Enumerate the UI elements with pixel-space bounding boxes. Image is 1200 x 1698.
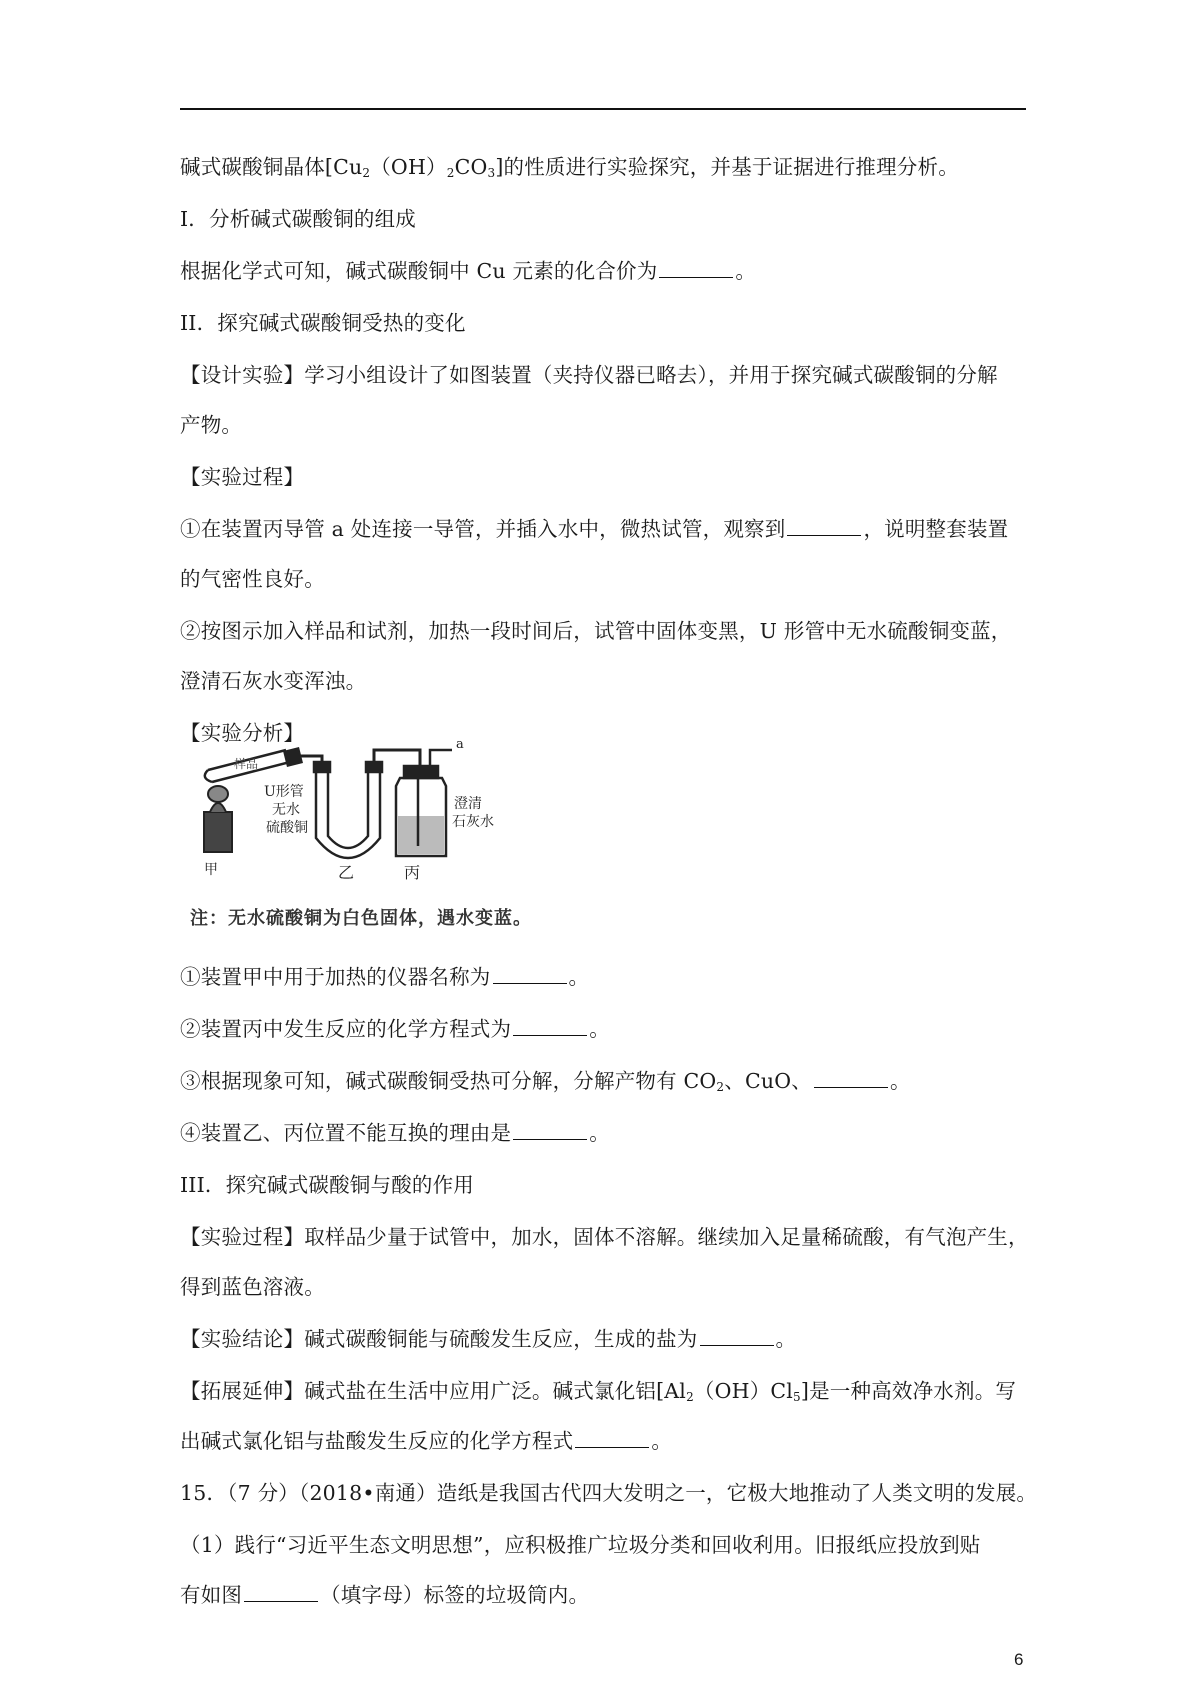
acid-process-cont: 得到蓝色溶液。	[180, 1275, 325, 1299]
answer-blank[interactable]	[513, 1119, 587, 1140]
page-number: 6	[1014, 1650, 1024, 1669]
answer-blank[interactable]	[787, 515, 861, 536]
u-tube	[314, 762, 382, 858]
label-jia: 甲	[204, 862, 218, 878]
answer-blank[interactable]	[814, 1067, 888, 1088]
design-experiment-cont: 产物。	[180, 413, 243, 437]
header-rule	[180, 108, 1026, 110]
label-bing: 丙	[404, 863, 421, 882]
label-a: a	[456, 737, 464, 752]
label-utube: U形管	[264, 784, 304, 800]
answer-blank[interactable]	[513, 1015, 587, 1036]
conclusion-line: 【实验结论】碱式碳酸铜能与硫酸发生反应，生成的盐为 。	[180, 1327, 797, 1351]
section-1-heading: I．分析碱式碳酸铜的组成	[180, 207, 416, 231]
section-3-heading: III．探究碱式碳酸铜与酸的作用	[180, 1173, 474, 1197]
question-15-part-1: （1）践行“习近平生态文明思想”，应积极推广垃圾分类和回收利用。旧报纸应投放到贴	[180, 1533, 981, 1557]
apparatus-figure	[190, 728, 570, 912]
intro-line: 碱式碳酸铜晶体$[Cu_2(OH)_2CO_3]$的性质进行实验探究，并基于证据进行推理分析。	[180, 155, 959, 180]
question-15-stem: 15．（7 分）（2018•南通）造纸是我国古代四大发明之一，它极大地推动了人类文明的发展。	[180, 1481, 1038, 1505]
extension-cont: 出碱式氯化铝与盐酸发生反应的化学方程式 。	[180, 1429, 673, 1453]
extension-line: 【拓展延伸】碱式盐在生活中应用广泛。碱式氯化铝$[Al_2(OH)Cl_5]$是一种高效净水剂。写	[180, 1379, 1017, 1404]
answer-blank[interactable]	[575, 1427, 649, 1448]
label-limewater-1: 澄清	[454, 796, 482, 812]
answer-blank[interactable]	[244, 1581, 318, 1602]
alcohol-lamp	[204, 786, 232, 852]
analysis-q1: ①装置甲中用于加热的仪器名称为 。	[180, 965, 590, 989]
process-heading: 【实验过程】	[180, 465, 305, 489]
section-2-heading: II．探究碱式碳酸铜受热的变化	[180, 311, 466, 335]
label-yi: 乙	[338, 863, 355, 882]
analysis-q4: ④装置乙、丙位置不能互换的理由是 。	[180, 1121, 610, 1145]
label-anhydrous-2: 硫酸铜	[266, 820, 308, 836]
answer-blank[interactable]	[493, 963, 567, 984]
analysis-heading: 【实验分析】	[180, 721, 305, 745]
question-15-part-1-cont: 有如图 （填字母）标签的垃圾筒内。	[180, 1583, 590, 1607]
acid-process-line: 【实验过程】取样品少量于试管中，加水，固体不溶解。继续加入足量稀硫酸，有气泡产生，	[180, 1225, 1029, 1249]
label-sample: 样品	[234, 757, 259, 771]
figure-note: 注：无水硫酸铜为白色固体，遇水变蓝。	[190, 908, 532, 929]
label-limewater-2: 石灰水	[452, 814, 494, 830]
process-step-1-cont: 的气密性良好。	[180, 567, 325, 591]
question-valence: 根据化学式可知，碱式碳酸铜中 Cu 元素的化合价为 。	[180, 259, 757, 283]
answer-blank[interactable]	[659, 257, 733, 278]
design-experiment-line: 【设计实验】学习小组设计了如图装置（夹持仪器已略去），并用于探究碱式碳酸铜的分解	[180, 363, 998, 387]
analysis-q3: ③根据现象可知，碱式碳酸铜受热可分解，分解产物有 $CO_2$、CuO、 。	[180, 1069, 911, 1094]
process-step-1: ①在装置丙导管 a 处连接一导管，并插入水中，微热试管，观察到 ，说明整套装置	[180, 517, 1009, 541]
process-step-2-cont: 澄清石灰水变浑浊。	[180, 669, 367, 693]
process-step-2: ②按图示加入样品和试剂，加热一段时间后，试管中固体变黑，U 形管中无水硫酸铜变蓝，	[180, 619, 1012, 643]
answer-blank[interactable]	[700, 1325, 774, 1346]
analysis-q2: ②装置丙中发生反应的化学方程式为 。	[180, 1017, 610, 1041]
label-anhydrous-1: 无水	[272, 802, 300, 818]
wash-bottle	[396, 750, 452, 856]
